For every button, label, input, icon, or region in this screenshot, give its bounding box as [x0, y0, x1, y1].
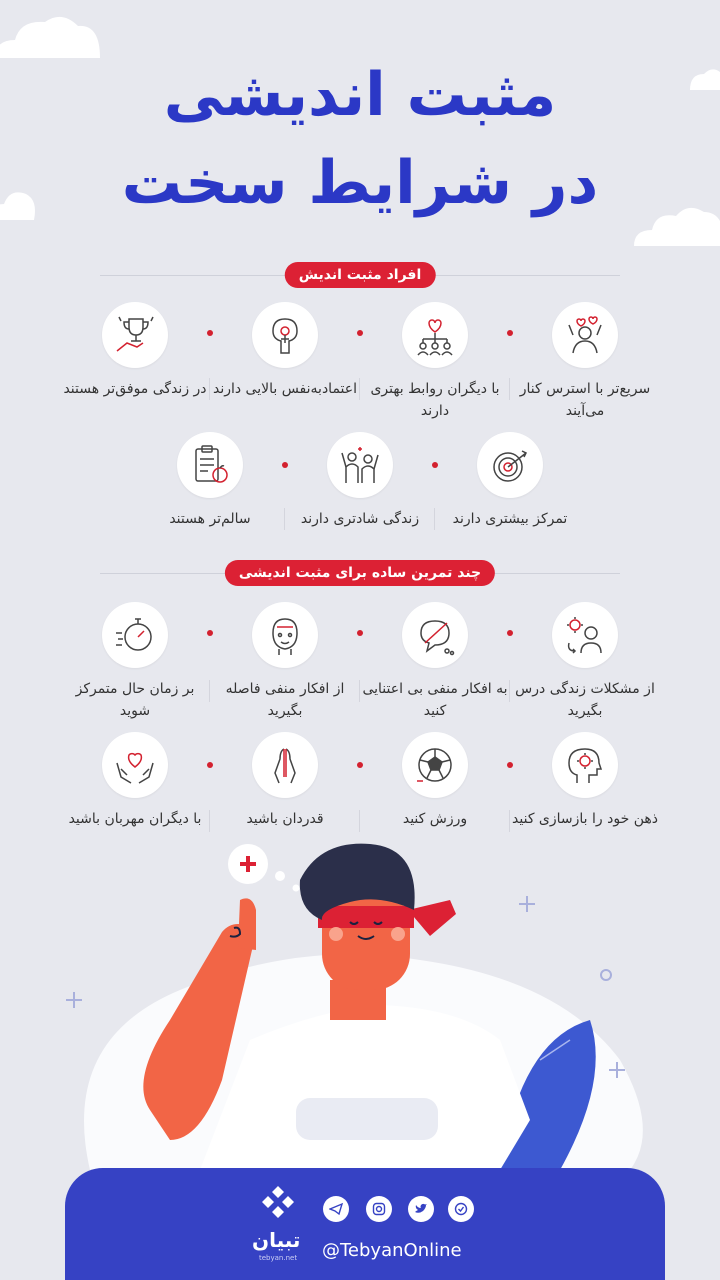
footer-bar: [65, 1168, 665, 1280]
telegram-icon[interactable]: [323, 1196, 349, 1222]
benefit-item: [210, 302, 360, 400]
separator-line: [509, 810, 510, 832]
benefit-item: [285, 432, 435, 530]
no-bubble-icon: [413, 613, 457, 657]
separator-line: [509, 680, 510, 702]
benefit-label: زندگی شادتری دارند: [300, 511, 420, 527]
section2-heading: چند تمرین ساده برای مثبت اندیشی: [225, 560, 495, 586]
exercise-label: از افکار منفی فاصله بگیرید: [225, 681, 345, 719]
benefit-label: اعتماد‌به‌نفس بالایی دارند: [212, 381, 358, 397]
separator-dot: [282, 462, 288, 468]
network-icon: [413, 313, 457, 357]
separator-dot: [207, 330, 213, 336]
benefit-item: [435, 432, 585, 530]
mind-icon: [263, 313, 307, 357]
soccer-ball-icon: [413, 743, 457, 787]
exercise-item: [510, 732, 660, 830]
section1-heading: افراد مثبت اندیش: [285, 262, 436, 288]
twitter-icon[interactable]: [408, 1196, 434, 1222]
praying-hands-icon: [263, 743, 307, 787]
exercise-item: [360, 732, 510, 830]
happy-person-icon: [563, 313, 607, 357]
trophy-hand-icon: [113, 313, 157, 357]
exercise-item: [510, 602, 660, 722]
benefit-item: [60, 302, 210, 400]
exercise-item: [60, 732, 210, 830]
brain-gear-icon: [563, 743, 607, 787]
separator-dot: [357, 330, 363, 336]
separator-line: [284, 508, 285, 530]
target-icon: [488, 443, 532, 487]
separator-dot: [507, 330, 513, 336]
exercise-label: ذهن خود را بازسازی کنید: [512, 811, 658, 827]
tebyan-logo-icon: [260, 1184, 296, 1224]
separator-line: [209, 378, 210, 400]
exercise-label: به افکار منفی بی اعتنایی کنید: [362, 681, 508, 719]
exercise-label: بر زمان حال متمرکز شوید: [75, 681, 195, 719]
exercise-label: قدردان باشید: [246, 811, 324, 827]
learn-person-icon: [563, 613, 607, 657]
separator-dot: [207, 630, 213, 636]
separator-line: [359, 680, 360, 702]
head-icon: [263, 613, 307, 657]
separator-line: [209, 680, 210, 702]
celebrate-people-icon: [338, 443, 382, 487]
verified-icon[interactable]: [448, 1196, 474, 1222]
separator-dot: [357, 630, 363, 636]
cloud-top-left: [0, 10, 105, 60]
benefit-label: تمرکز بیشتری دارند: [452, 511, 568, 527]
health-checklist-icon: [188, 443, 232, 487]
page-title-line1: مثبت اندیشی: [163, 60, 557, 130]
logo-text: تبیان: [252, 1228, 301, 1252]
instagram-icon[interactable]: [366, 1196, 392, 1222]
exercise-item: [210, 732, 360, 830]
exercise-item: [210, 602, 360, 722]
stopwatch-icon: [113, 613, 157, 657]
heart-hands-icon: [113, 743, 157, 787]
benefit-item: [135, 432, 285, 530]
social-handle[interactable]: @TebyanOnline: [322, 1240, 462, 1261]
logo-sub: tebyan.net: [259, 1254, 298, 1262]
separator-dot: [507, 762, 513, 768]
separator-dot: [207, 762, 213, 768]
benefit-label: با دیگران روابط بهتری دارند: [370, 381, 500, 419]
exercise-label: با دیگران مهربان باشید: [68, 811, 202, 827]
exercise-item: [360, 602, 510, 722]
page-title-line2: در شرایط سخت: [121, 148, 599, 218]
exercise-label: از مشکلات زندگی درس بگیرید: [515, 681, 655, 719]
benefit-label: سالم‌تر هستند: [169, 511, 251, 527]
separator-dot: [357, 762, 363, 768]
separator-line: [209, 810, 210, 832]
exercise-item: [60, 602, 210, 722]
separator-line: [434, 508, 435, 530]
benefit-label: در زندگی موفق‌تر هستند: [63, 381, 207, 397]
benefit-label: سریع‌تر با استرس کنار می‌آیند: [519, 381, 651, 419]
exercise-label: ورزش کنید: [402, 811, 468, 827]
benefit-item: [510, 302, 660, 422]
benefit-item: [360, 302, 510, 422]
person-illustration: [0, 840, 720, 1180]
separator-dot: [432, 462, 438, 468]
separator-dot: [507, 630, 513, 636]
separator-line: [359, 810, 360, 832]
separator-line: [359, 378, 360, 400]
separator-line: [509, 378, 510, 400]
